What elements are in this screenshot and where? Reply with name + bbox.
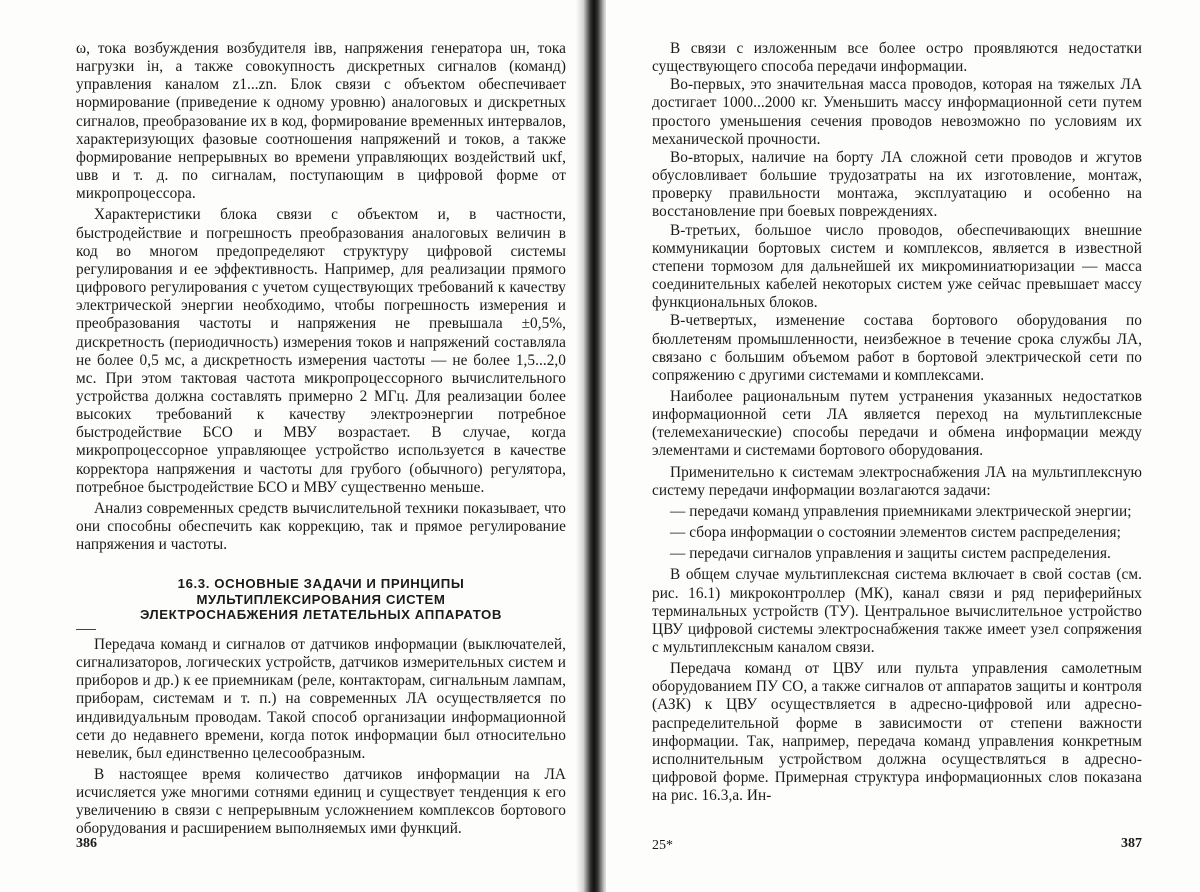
right-page	[606, 0, 1200, 892]
right-paragraph-2: Во-первых, это значительная масса проводов, которая на тяжелых ЛА достигает 1000...2000 кг. Уменьшить массу информационной сети путем простого уменьшения сечения проводов невозможно по условиям их механической прочности.	[652, 76, 1142, 148]
section-heading-line-1: 16.3. ОСНОВНЫЕ ЗАДАЧИ И ПРИНЦИПЫ	[177, 576, 465, 592]
right-list-item-3: — передачи сигналов управления и защиты систем распределения.	[670, 545, 1111, 563]
signature-mark: 25*	[652, 838, 673, 853]
left-page	[0, 0, 594, 892]
right-list-item-2: — сбора информации о состоянии элементов систем распределения;	[670, 524, 1121, 542]
left-paragraph-3: Анализ современных средств вычислительной техники показывает, что они способны обеспечить как коррекцию, так и прямое регулирование напряжения и частоты.	[76, 499, 566, 554]
left-paragraph-5: В настоящее время количество датчиков информации на ЛА исчисляется уже многими сотнями единиц и существует тенденция к его увеличению в связи с непрерывным усложнением комплексов бортового оборудования и расширением выполняемых ими функций.	[76, 765, 566, 838]
right-paragraph-7: Применительно к системам электроснабжения ЛА на мультиплексную систему передачи информации возлагаются задачи:	[652, 463, 1142, 499]
left-paragraph-2: Характеристики блока связи с объектом и, в частности, быстродействие и погрешность преобразования аналоговых величин в код во многом предопределяют структуру цифровой системы регулирования и ее эффективность. Например, для реализации прямого цифрового регулирования с учетом существующих требований к качеству электрической энергии необходимо, чтобы погрешность измерения и преобразования частоты и напряжения не превышала ±0,5%, дискретность (периодичность) измерения токов и напряжений составляла не более 0,5 мс, а дискретность измерения частоты — не более 1,5...2,0 мс. При этом тактовая частота микропроцессорного вычислительного устройства должна составлять примерно 2 МГц. Для реализации более высоких требований к качеству электроэнергии потребное быстродействие БСО и МВУ возрастает. В случае, когда микропроцессорное управляющее устройство используется в качестве корректора напряжения и частоты для грубого (обычного) регулятора, потребное быстродействие БСО и МВУ существенно меньше.	[76, 206, 566, 496]
margin-dash-mark	[76, 629, 96, 630]
section-heading-line-2: МУЛЬТИПЛЕКСИРОВАНИЯ СИСТЕМ	[196, 591, 446, 607]
right-list-item-1: — передачи команд управления приемниками электрической энергии;	[670, 502, 1132, 520]
right-paragraph-1: В связи с изложенным все более остро проявляются недостатки существующего способа передачи информации.	[652, 40, 1142, 76]
right-page-number: 387	[1121, 836, 1142, 851]
right-paragraph-6: Наиболее рациональным путем устранения указанных недостатков информационной сети ЛА является переход на мультиплексные (телемеханические) способы передачи и обмена информации между элементами и системами бортового оборудования.	[652, 387, 1142, 460]
right-paragraph-5: В-четвертых, изменение состава бортового оборудования по бюллетеням промышленности, неизбежное в течение срока службы ЛА, связано с большим объемом работ в бортовой электрической сети по сопряжению с другими системами и комплексами.	[652, 312, 1142, 384]
right-paragraph-3: Во-вторых, наличие на борту ЛА сложной сети проводов и жгутов обусловливает большие трудозатраты на их изготовление, монтаж, проверку правильности монтажа, эксплуатацию и особенно на восстановление при боевых повреждениях.	[652, 148, 1142, 221]
right-paragraph-9: Передача команд от ЦВУ или пульта управления самолетным оборудованием ПУ СО, а также сигналов от аппаратов защиты и контроля (АЗК) к ЦВУ осуществляется в адресно-цифровой или адресно-распределительной форме в зависимости от степени важности информации. Так, например, передача команд управления конкретным исполнительным устройством должна осуществляться в адресно-цифровой форме. Примерная структура информационных слов показана на рис. 16.3,а. Ин-	[652, 660, 1142, 805]
left-page-number: 386	[76, 836, 97, 851]
section-heading-line-3: ЭЛЕКТРОСНАБЖЕНИЯ ЛЕТАТЕЛЬНЫХ АППАРАТОВ	[139, 607, 503, 623]
left-paragraph-4: Передача команд и сигналов от датчиков информации (выключателей, сигнализаторов, логических устройств, датчиков измерительных систем и приборов и др.) к ее приемникам (реле, контакторам, сигнальным лампам, приборам, системам и т. п.) на современных ЛА осуществляется по индивидуальным проводам. Такой способ организации информационной сети до недавнего времени, когда поток информации был относительно невелик, был единственно целесообразным.	[76, 635, 566, 762]
right-paragraph-4: В-третьих, большое число проводов, обеспечивающих внешние коммуникации бортовых систем и комплексов, является в известной степени тормозом для дальнейшей их микроминиатюризации — масса соединительных кабелей некоторых систем уже сейчас превышает массу функциональных блоков.	[652, 221, 1142, 312]
section-heading	[76, 576, 566, 623]
right-paragraph-8: В общем случае мультиплексная система включает в свой состав (см. рис. 16.1) микроконтроллер (МК), канал связи и ряд периферийных терминальных устройств (ТУ). Центральное вычислительное устройство ЦВУ цифровой системы электроснабжения также имеет узел сопряжения с мультиплексным каналом связи.	[652, 566, 1142, 656]
left-paragraph-1: ω, тока возбуждения возбудителя iвв, напряжения генератора uн, тока нагрузки iн, а также совокупность дискретных сигналов (команд) управления каналом z1...zn. Блок связи с объектом обеспечивает нормирование (приведение к одному уровню) аналоговых и дискретных сигналов, преобразование их в код, формирование временных интервалов, характеризующих фазовые соотношения напряжений и токов, а также формирование непрерывных во времени управляющих воздействий uкf, uвв и т. д. по сигналам, поступающим в цифровой форме от микропроцессора.	[76, 40, 566, 203]
